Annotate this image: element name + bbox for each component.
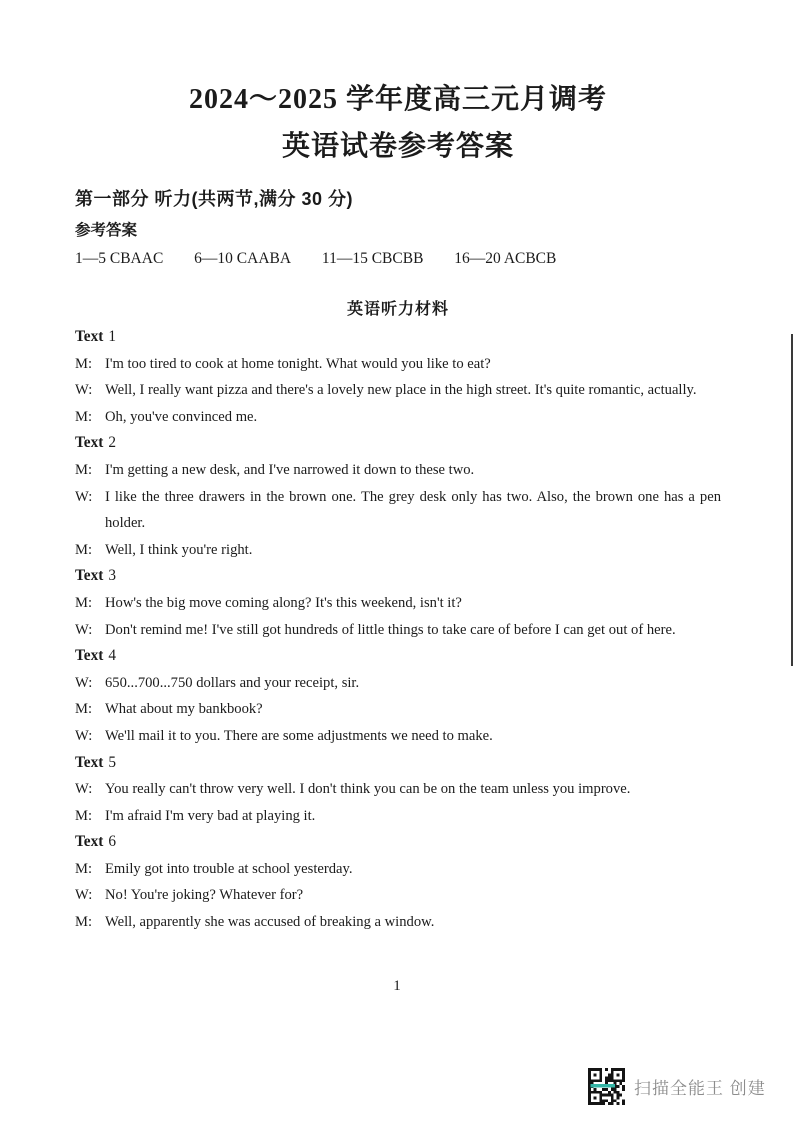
- dialogue-line: [75, 909, 721, 936]
- answer-row: [75, 247, 721, 270]
- dialogue-line: [75, 803, 721, 830]
- dialogue-line: [75, 856, 721, 883]
- dialogue-line: [75, 351, 721, 378]
- answer-group-3: 11—15 CBCBB: [321, 250, 424, 267]
- dialogue-line: [75, 484, 721, 537]
- speaker-label: M:: [75, 355, 93, 372]
- dialogue-text: I'm afraid I'm very bad at playing it.: [105, 807, 316, 824]
- text-section-label: Text 2: [75, 434, 116, 452]
- answer-group-4: 16—20 ACBCB: [454, 250, 557, 267]
- dialogue-text: You really can't throw very well. I don't think you can be on the team unless you improve.: [105, 781, 631, 798]
- speaker-label: W:: [75, 488, 93, 505]
- dialogue-text: Emily got into trouble at school yesterday.: [105, 860, 353, 877]
- speaker-label: M:: [75, 461, 93, 478]
- speaker-label: M:: [75, 541, 93, 558]
- dialogue-text: How's the big move coming along? It's this weekend, isn't it?: [105, 594, 462, 611]
- dialogue-text: What about my bankbook?: [105, 701, 263, 718]
- dialogue-line: [75, 696, 721, 723]
- speaker-label: M:: [75, 914, 93, 931]
- answer-group-2: 6—10 CAABA: [194, 250, 292, 267]
- dialogue-text: Well, apparently she was accused of breaking a window.: [105, 914, 435, 931]
- section-heading-part1: 第一部分 听力(共两节,满分 30 分): [75, 189, 354, 209]
- speaker-label: W:: [75, 887, 93, 904]
- dialogue-line: [75, 590, 721, 617]
- document-title: [75, 76, 721, 170]
- scanner-watermark: [588, 1068, 766, 1105]
- dialogue-line: [75, 882, 721, 909]
- text-section-label: Text 1: [75, 328, 116, 345]
- dialogue-line: [75, 617, 721, 644]
- dialogue-text: Well, I think you're right.: [105, 541, 253, 558]
- dialogue-text: No! You're joking? Whatever for?: [105, 887, 304, 904]
- text-section-label: Text 4: [75, 647, 116, 665]
- speaker-label: W:: [75, 781, 93, 798]
- dialogue-line: [75, 377, 721, 404]
- answer-key-label: 参考答案: [75, 222, 138, 239]
- dialogue-text: Oh, you've convinced me.: [105, 408, 258, 425]
- text-section-label: Text 3: [75, 567, 116, 585]
- listening-transcript: [75, 324, 721, 936]
- dialogue-text: I'm too tired to cook at home tonight. What would you like to eat?: [105, 355, 491, 372]
- scan-edge-line: [791, 334, 793, 666]
- text-section-label: Text 5: [75, 753, 116, 771]
- dialogue-text: Don't remind me! I've still got hundreds of little things to take care of before I can get out of here.: [105, 621, 676, 638]
- dialogue-line: [75, 537, 721, 564]
- speaker-label: M:: [75, 594, 93, 611]
- dialogue-text: 650...700...750 dollars and your receipt, sir.: [105, 674, 360, 691]
- dialogue-text: Well, I really want pizza and there's a lovely new place in the high street. It's quite romantic, actually.: [105, 382, 697, 399]
- dialogue-line: [75, 404, 721, 431]
- watermark-text: 扫描全能王 创建: [634, 1079, 766, 1098]
- dialogue-line: [75, 723, 721, 750]
- dialogue-text: I'm getting a new desk, and I've narrowed it down to these two.: [105, 461, 475, 478]
- speaker-label: W:: [75, 382, 93, 399]
- dialogue-text: I like the three drawers in the brown one. The grey desk only has two. Also, the brown one has a pen holder.: [105, 488, 721, 532]
- speaker-label: W:: [75, 727, 93, 744]
- page-content: [75, 76, 721, 936]
- speaker-label: M:: [75, 860, 93, 877]
- document-title-line2: 英语试卷参考答案: [281, 131, 514, 162]
- dialogue-line: [75, 776, 721, 803]
- speaker-label: W:: [75, 674, 93, 691]
- dialogue-text: We'll mail it to you. There are some adjustments we need to make.: [105, 727, 493, 744]
- text-section-label: Text 6: [75, 833, 116, 851]
- speaker-label: M:: [75, 807, 93, 824]
- dialogue-line: [75, 457, 721, 484]
- dialogue-line: [75, 670, 721, 697]
- answer-group-1: 1—5 CBAAC: [75, 250, 164, 267]
- speaker-label: M:: [75, 701, 93, 718]
- speaker-label: W:: [75, 621, 93, 638]
- speaker-label: M:: [75, 408, 93, 425]
- document-title-line1: 2024～2025 学年度高三元月调考: [188, 84, 607, 115]
- listening-material-heading: 英语听力材料: [346, 301, 449, 318]
- page-number: 1: [393, 978, 401, 994]
- qr-code-icon: [588, 1068, 625, 1105]
